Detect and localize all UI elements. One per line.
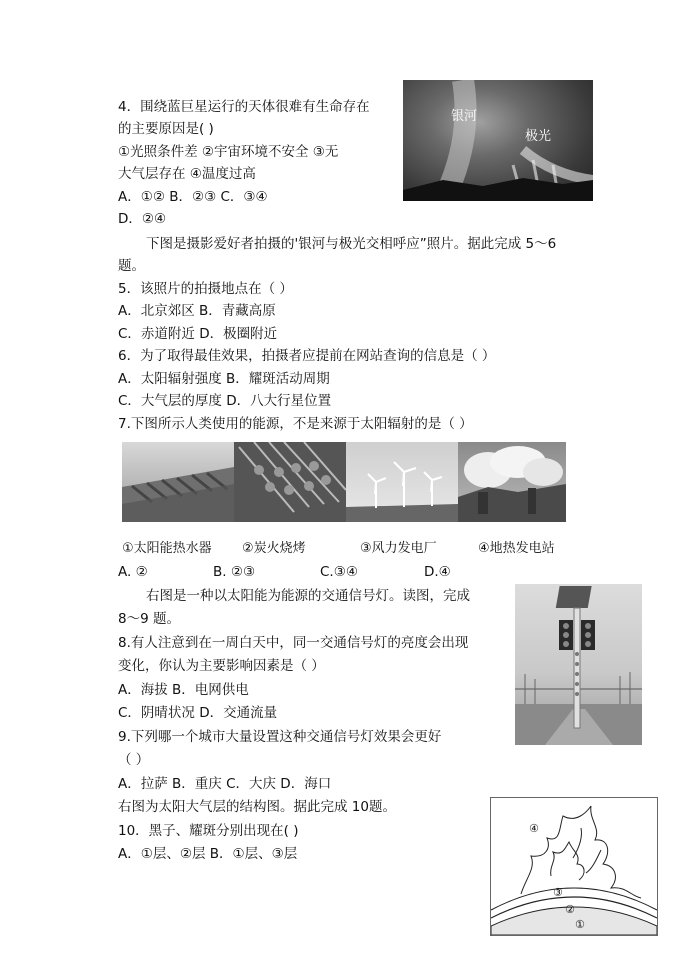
layer-4-label: ④ (529, 822, 539, 835)
q7-option-c: C.③④ (320, 564, 358, 580)
q4-line2: 的主要原因是( ) (118, 121, 214, 137)
q5-options-cd: C．赤道附近 D．极圈附近 (118, 326, 278, 342)
q4-options-abc: A．①② B．②③ C．③④ (118, 189, 268, 205)
q6-options-cd: C．大气层的厚度 D．八大行星位置 (118, 393, 332, 409)
wind-farm-photo (346, 442, 458, 522)
charcoal-barbecue-photo (234, 442, 346, 522)
q7-caption-2: ②炭火烧烤 (242, 541, 306, 556)
milky-way-label: 银河 (451, 109, 478, 124)
solar-water-heater-photo (122, 442, 234, 522)
intro-8-9-line2: 8～9 题。 (118, 611, 180, 627)
galaxy-aurora-photo (403, 80, 593, 201)
q4-line3: ①光照条件差 ②宇宙环境不安全 ③无 (118, 144, 339, 160)
intro-8-9-line1: 右图是一种以太阳能为能源的交通信号灯。读图，完成 (146, 588, 470, 604)
q6-stem: 6．为了取得最佳效果，拍摄者应提前在网站查询的信息是（ ） (118, 348, 496, 364)
q10-stem: 10．黑子、耀斑分别出现在( ) (118, 823, 299, 839)
q7-option-a: A. ② (118, 564, 148, 580)
q10-options: A．①层、②层 B．①层、③层 (118, 846, 298, 862)
q9-options: A．拉萨 B．重庆 C．大庆 D．海口 (118, 776, 332, 792)
q7-caption-3: ③风力发电厂 (360, 541, 437, 556)
layer-1-label: ① (575, 918, 585, 931)
aurora-label: 极光 (525, 129, 552, 144)
q4-line1: 4．围绕蓝巨星运行的天体很难有生命存在 (118, 99, 370, 115)
q4-line4: 大气层存在 ④温度过高 (118, 166, 256, 182)
q7-stem: 7.下图所示人类使用的能源，不是来源于太阳辐射的是（ ） (118, 416, 473, 432)
intro-5-6-line2: 题。 (118, 258, 145, 274)
geothermal-plant-photo (458, 442, 566, 522)
q5-stem: 5．该照片的拍摄地点在（ ） (118, 281, 293, 297)
q8-options-ab: A．海拔 B．电网供电 (118, 682, 249, 698)
q8-line2: 变化，你认为主要影响因素是（ ） (118, 658, 325, 674)
q9-line1: 9.下列哪一个城市大量设置这种交通信号灯效果会更好 (118, 729, 442, 745)
q9-line2: （ ） (118, 752, 150, 768)
q7-option-b: B. ②③ (213, 564, 256, 580)
q5-options-ab: A．北京郊区 B．青藏高原 (118, 303, 276, 319)
q7-caption-4: ④地热发电站 (478, 541, 555, 556)
sun-atmosphere-diagram (490, 797, 658, 936)
intro-5-6-line1: 下图是摄影爱好者拍摄的'银河与极光交相呼应”照片。据此完成 5～6 (146, 236, 557, 252)
q4-option-d: D．②④ (118, 211, 167, 227)
q8-options-cd: C．阴晴状况 D．交通流量 (118, 705, 278, 721)
layer-3-label: ③ (553, 886, 563, 899)
q6-options-ab: A．太阳辐射强度 B．耀斑活动周期 (118, 371, 330, 387)
solar-traffic-light-photo (515, 584, 642, 745)
layer-2-label: ② (565, 903, 575, 916)
q7-option-d: D.④ (424, 564, 451, 580)
intro-10: 右图为太阳大气层的结构图。据此完成 10题。 (118, 799, 396, 815)
q8-line1: 8.有人注意到在一周白天中，同一交通信号灯的亮度会出现 (118, 635, 469, 651)
q7-caption-1: ①太阳能热水器 (122, 541, 212, 556)
